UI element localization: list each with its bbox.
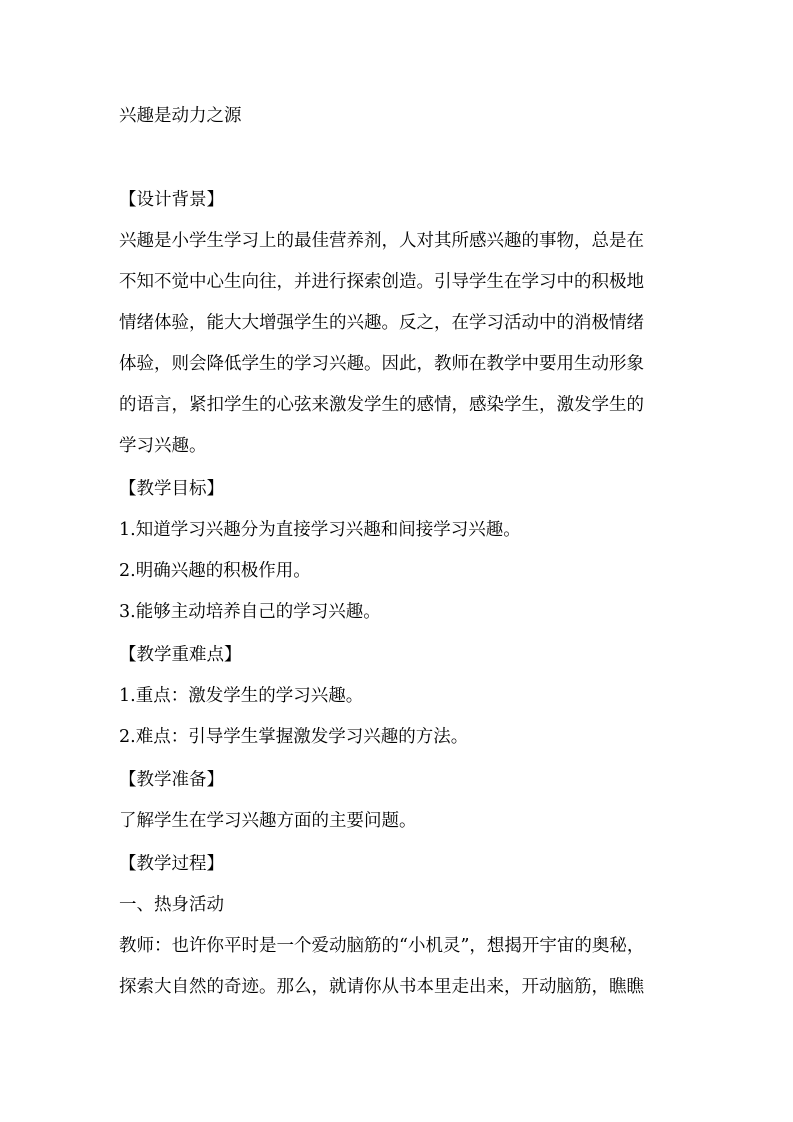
list-item: 3.能够主动培养自己的学习兴趣。 (119, 602, 381, 622)
list-item: 2.难点：引导学生掌握激发学习兴趣的方法。 (119, 727, 469, 747)
section-heading-teaching-goals: 【教学目标】 (119, 479, 224, 499)
document-title: 兴趣是动力之源 (119, 106, 242, 126)
paragraph-line: 体验，则会降低学生的学习兴趣。因此，教师在教学中要用生动形象 (119, 354, 644, 374)
list-item: 2.明确兴趣的积极作用。 (119, 561, 311, 581)
paragraph-line: 的语言，紧扣学生的心弦来激发学生的感情，感染学生，激发学生的 (119, 395, 644, 415)
paragraph-line: 学习兴趣。 (119, 436, 207, 456)
paragraph-line: 情绪体验，能大大增强学生的兴趣。反之，在学习活动中的消极情绪 (119, 313, 644, 333)
subheading-warmup: 一、热身活动 (119, 895, 224, 915)
section-heading-design-background: 【设计背景】 (119, 190, 224, 210)
section-heading-teaching-process: 【教学过程】 (119, 854, 224, 874)
list-item: 1.重点：激发学生的学习兴趣。 (119, 686, 364, 706)
paragraph-line: 兴趣是小学生学习上的最佳营养剂，人对其所感兴趣的事物，总是在 (119, 231, 644, 251)
paragraph-line: 不知不觉中心生向往，并进行探索创造。引导学生在学习中的积极地 (119, 272, 644, 292)
paragraph-line: 探索大自然的奇迹。那么，就请你从书本里走出来，开动脑筋，瞧瞧 (119, 977, 644, 997)
paragraph-line: 了解学生在学习兴趣方面的主要问题。 (119, 811, 417, 831)
section-heading-key-difficulties: 【教学重难点】 (119, 645, 242, 665)
list-item: 1.知道学习兴趣分为直接学习兴趣和间接学习兴趣。 (119, 520, 521, 540)
section-heading-teaching-preparation: 【教学准备】 (119, 770, 224, 790)
paragraph-line: 教师：也许你平时是一个爱动脑筋的“小机灵”，想揭开宇宙的奥秘， (119, 936, 645, 956)
